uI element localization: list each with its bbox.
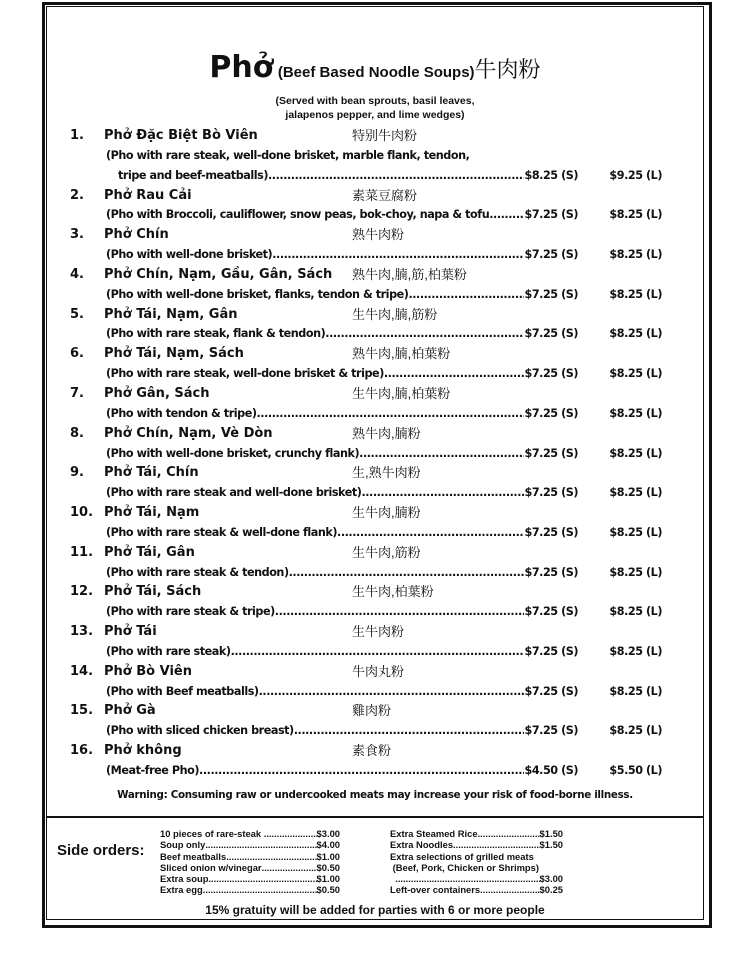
price-small: $7.25 (S) [524, 406, 578, 420]
price-large: $8.25 (L) [609, 565, 662, 579]
price-small: $7.25 (S) [524, 605, 578, 619]
menu-item [0, 463, 750, 503]
side-order-price: $4.00 [316, 839, 340, 851]
item-description-line [106, 682, 578, 702]
item-description-line [106, 146, 578, 166]
price-large: $8.25 (L) [609, 367, 662, 381]
item-name: Phở Tái, Nạm, Sách [104, 346, 244, 362]
item-description-line [106, 285, 578, 305]
dot-leader [478, 828, 540, 839]
dot-leader [408, 285, 524, 305]
dot-leader [361, 483, 524, 503]
item-description-line [106, 642, 578, 662]
dot-leader [359, 444, 524, 464]
menu-list [0, 126, 750, 781]
item-description: (Pho with well-done brisket) [106, 248, 273, 262]
item-chinese-name: 生牛肉,腩粉 [352, 505, 421, 521]
dot-leader [289, 563, 525, 583]
side-orders-column-1 [160, 828, 340, 896]
gratuity-note: 15% gratuity will be added for parties with 6 or more people [205, 903, 545, 917]
item-description: (Pho with rare steak & tendon) [106, 565, 289, 579]
item-name: Phở không [104, 743, 182, 759]
item-name: Phở Chín, Nạm, Gầu, Gân, Sách [104, 266, 333, 282]
price-small: $7.25 (S) [524, 367, 578, 381]
title-pho: Phở [209, 50, 274, 85]
menu-item [0, 543, 750, 583]
section-divider [46, 816, 704, 818]
side-order-item [390, 884, 563, 895]
dot-leader [257, 404, 525, 424]
item-description-line [106, 404, 578, 424]
side-order-item [160, 873, 340, 884]
item-name: Phở Rau Cải [104, 187, 192, 203]
side-order-label: Extra selections of grilled meats [390, 850, 534, 862]
item-description: (Pho with well-done brisket, crunchy flank) [106, 446, 360, 460]
price-large: $8.25 (L) [609, 406, 662, 420]
side-order-price: $3.00 [316, 828, 340, 839]
served-with-note [0, 94, 750, 122]
item-name: Phở Bò Viên [104, 663, 192, 679]
item-description: (Pho with rare steak, well-done brisket, marble flank, tendon, [106, 148, 470, 162]
dot-leader [264, 828, 317, 839]
dot-leader [275, 602, 525, 622]
dot-leader [268, 166, 524, 186]
item-chinese-name: 生,熟牛肉粉 [352, 465, 421, 481]
item-number: 8. [70, 425, 84, 441]
item-name: Phở Đặc Biệt Bò Viên [104, 128, 258, 143]
item-name: Phở Gân, Sách [104, 385, 210, 401]
side-order-price: $1.50 [539, 839, 563, 851]
dot-leader [203, 884, 317, 895]
item-number: 12. [70, 584, 94, 600]
side-order-price: $0.25 [539, 884, 563, 896]
item-number: 7. [70, 385, 84, 401]
item-chinese-name: 生牛肉粉 [352, 624, 405, 640]
price-large: $5.50 (L) [609, 764, 662, 777]
side-orders-column-2 [390, 828, 563, 896]
price-small: $7.25 (S) [524, 644, 578, 658]
price-large: $8.25 (L) [609, 605, 662, 619]
item-name: Phở Tái [104, 624, 157, 640]
side-order-price: $1.50 [539, 828, 563, 839]
menu-item [0, 503, 750, 543]
dot-leader [395, 873, 539, 884]
warning-text: Warning: Consuming raw or undercooked meats may increase your risk of food-borne illness. [117, 789, 633, 801]
dot-leader [480, 884, 539, 895]
dot-leader [231, 642, 525, 662]
dot-leader [205, 839, 316, 850]
side-order-item [390, 873, 563, 884]
side-orders-title: Side orders: [57, 842, 145, 859]
price-small: $8.25 (S) [524, 168, 578, 182]
item-description: (Pho with rare steak & well-done flank) [106, 525, 338, 539]
item-chinese-name: 素菜豆腐粉 [352, 187, 418, 203]
price-small: $7.25 (S) [524, 565, 578, 579]
item-description: tripe and beef-meatballs) [118, 168, 268, 182]
price-large: $8.25 (L) [609, 724, 662, 738]
item-number: 9. [70, 465, 84, 481]
menu-item [0, 662, 750, 702]
item-number: 2. [70, 187, 84, 203]
price-small: $7.25 (S) [524, 486, 578, 500]
side-order-price: $1.00 [316, 850, 340, 862]
side-order-item [390, 862, 563, 873]
item-number: 1. [70, 128, 84, 143]
item-number: 11. [70, 544, 94, 560]
item-description: (Pho with tendon & tripe) [106, 406, 257, 420]
menu-item [0, 701, 750, 741]
menu-item [0, 582, 750, 622]
item-chinese-name: 熟牛肉,腩,柏葉粉 [352, 346, 451, 362]
dot-leader [325, 324, 524, 344]
price-large: $8.25 (L) [609, 287, 662, 301]
price-large: $8.25 (L) [609, 525, 662, 539]
menu-item [0, 424, 750, 464]
menu-item [0, 186, 750, 226]
item-description-line [106, 324, 578, 344]
page-title [0, 50, 750, 85]
item-description: (Pho with well-done brisket, flanks, tendon & tripe) [106, 287, 409, 301]
item-description: (Pho with rare steak) [106, 644, 231, 658]
dot-leader [262, 862, 317, 873]
item-description-line [106, 761, 578, 781]
price-small: $7.25 (S) [524, 684, 578, 698]
served-line-1: (Served with bean sprouts, basil leaves, [275, 95, 475, 107]
item-description: (Pho with rare steak and well-done brisket) [106, 486, 362, 500]
item-chinese-name: 生牛肉,筋粉 [352, 544, 421, 560]
dot-leader [384, 364, 525, 384]
menu-item [0, 305, 750, 345]
item-number: 16. [70, 743, 94, 759]
dot-leader [453, 839, 539, 850]
price-small: $7.25 (S) [524, 327, 578, 341]
dot-leader [208, 873, 316, 884]
item-description-line [106, 245, 578, 265]
item-chinese-name: 熟牛肉粉 [352, 227, 405, 243]
side-order-item [160, 851, 340, 862]
item-description: (Pho with sliced chicken breast) [106, 724, 294, 738]
item-chinese-name: 雞肉粉 [352, 703, 392, 719]
side-order-label: (Beef, Pork, Chicken or Shrimps) [390, 861, 539, 873]
item-description-line [106, 444, 578, 464]
item-chinese-name: 熟牛肉,腩,筋,柏葉粉 [352, 266, 467, 282]
dot-leader [337, 523, 524, 543]
menu-item [0, 622, 750, 662]
side-order-item [390, 839, 563, 850]
price-small: $7.25 (S) [524, 287, 578, 301]
price-large: $8.25 (L) [609, 208, 662, 222]
price-small: $7.25 (S) [524, 446, 578, 460]
item-chinese-name: 生牛肉,柏葉粉 [352, 584, 434, 600]
item-description: (Meat-free Pho) [106, 764, 200, 777]
price-large: $9.25 (L) [609, 168, 662, 182]
item-name: Phở Tái, Chín [104, 465, 199, 481]
item-number: 14. [70, 663, 94, 679]
item-description-line [106, 483, 578, 503]
side-order-label: Left-over containers [390, 884, 481, 896]
price-small: $7.25 (S) [524, 248, 578, 262]
item-number: 15. [70, 703, 94, 719]
item-number: 3. [70, 227, 84, 243]
price-large: $8.25 (L) [609, 486, 662, 500]
dot-leader [294, 721, 525, 741]
side-order-price: $0.50 [316, 884, 340, 896]
side-order-item [160, 862, 340, 873]
price-large: $8.25 (L) [609, 644, 662, 658]
side-order-label: Extra soup [160, 873, 209, 885]
item-name: Phở Tái, Nạm, Gân [104, 306, 238, 322]
dot-leader [259, 682, 525, 702]
item-number: 5. [70, 306, 84, 322]
item-description-line [106, 563, 578, 583]
dot-leader [199, 761, 524, 781]
item-description-line [106, 364, 578, 384]
item-chinese-name: 生牛肉,腩,柏葉粉 [352, 385, 451, 401]
price-large: $8.25 (L) [609, 684, 662, 698]
side-order-item [160, 828, 340, 839]
side-order-item [390, 828, 563, 839]
menu-item [0, 344, 750, 384]
menu-item [0, 126, 750, 186]
item-number: 10. [70, 505, 94, 521]
item-description-line [106, 721, 578, 741]
dot-leader [226, 851, 316, 862]
price-small: $7.25 (S) [524, 525, 578, 539]
menu-item [0, 741, 750, 781]
side-order-label: Soup only [160, 839, 206, 851]
item-chinese-name: 生牛肉,腩,筋粉 [352, 306, 438, 322]
side-order-label: Extra Steamed Rice [390, 828, 478, 839]
item-description-line [106, 602, 578, 622]
side-order-price: $0.50 [316, 861, 340, 873]
item-description: (Pho with rare steak & tripe) [106, 605, 275, 619]
side-order-price: $1.00 [316, 873, 340, 885]
side-order-label: Extra egg [160, 884, 203, 896]
price-large: $8.25 (L) [609, 327, 662, 341]
item-name: Phở Chín, Nạm, Vè Dòn [104, 425, 273, 441]
title-subtitle: (Beef Based Noodle Soups) [277, 64, 475, 81]
item-number: 4. [70, 266, 84, 282]
side-order-item [390, 851, 563, 862]
dot-leader [272, 245, 524, 265]
menu-item [0, 384, 750, 424]
item-chinese-name: 特别牛肉粉 [352, 128, 418, 143]
item-name: Phở Tái, Gân [104, 544, 195, 560]
item-description: (Pho with rare steak, well-done brisket & tripe) [106, 367, 384, 381]
item-name: Phở Tái, Sách [104, 584, 202, 600]
item-description: (Pho with Broccoli, cauliflower, snow peas, bok-choy, napa & tofu.. [106, 208, 497, 222]
item-number: 13. [70, 624, 94, 640]
side-order-item [160, 884, 340, 895]
item-name: Phở Chín [104, 227, 169, 243]
price-small: $7.25 (S) [524, 724, 578, 738]
item-chinese-name: 牛肉丸粉 [352, 663, 405, 679]
menu-item [0, 225, 750, 265]
side-order-label: Sliced onion w/vinegar [160, 861, 262, 873]
served-line-2: jalapenos pepper, and lime wedges) [285, 109, 465, 121]
side-order-item [160, 839, 340, 850]
side-order-label: Beef meatballs [160, 850, 227, 862]
item-name: Phở Tái, Nạm [104, 505, 200, 521]
price-large: $8.25 (L) [609, 248, 662, 262]
dot-leader [497, 205, 525, 225]
item-description-line [106, 523, 578, 543]
price-large: $8.25 (L) [609, 446, 662, 460]
price-small: $4.50 (S) [524, 764, 578, 777]
item-chinese-name: 素食粉 [352, 743, 392, 759]
item-description: (Pho with rare steak, flank & tendon) [106, 327, 326, 341]
item-name: Phở Gà [104, 703, 156, 719]
item-description: (Pho with Beef meatballs) [106, 684, 259, 698]
item-number: 6. [70, 346, 84, 362]
side-order-price: $3.00 [539, 873, 563, 885]
price-small: $7.25 (S) [524, 208, 578, 222]
side-order-label: 10 pieces of rare-steak [160, 828, 264, 839]
side-order-label: Extra Noodles [390, 839, 454, 851]
item-chinese-name: 熟牛肉,腩粉 [352, 425, 421, 441]
title-chinese: 牛肉粉 [474, 57, 541, 82]
menu-item [0, 265, 750, 305]
item-description-line [106, 205, 578, 225]
item-description-line [118, 166, 578, 186]
